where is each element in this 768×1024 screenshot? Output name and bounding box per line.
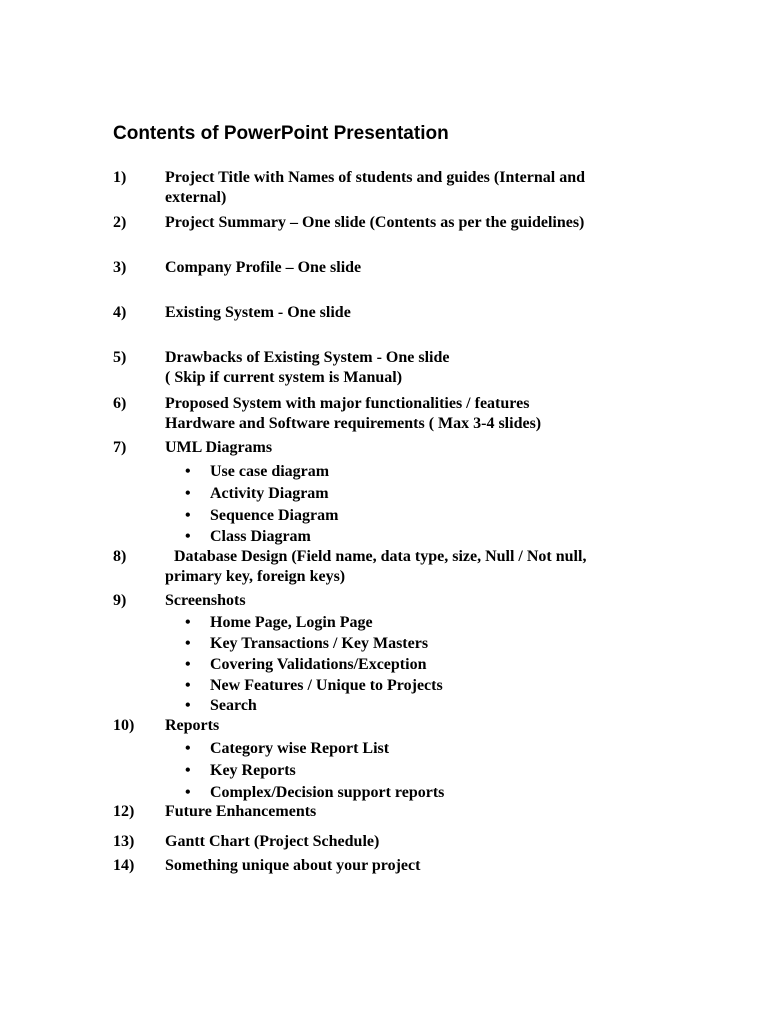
bullet-icon: • — [185, 507, 191, 524]
item-text — [165, 591, 645, 611]
item-text — [165, 716, 645, 736]
bullet-icon: • — [185, 762, 191, 779]
bullet-icon: • — [185, 485, 191, 502]
item-line: Hardware and Software requirements ( Max 3-4 slides) — [165, 415, 542, 432]
bullet-icon: • — [185, 635, 191, 652]
bullet-item — [165, 461, 338, 483]
item-text — [165, 394, 645, 434]
item-text — [165, 802, 645, 822]
bullet-item — [165, 738, 444, 760]
uml-bullet-list — [113, 461, 339, 547]
bullet-text: Use case diagram — [210, 463, 330, 480]
item-text — [165, 547, 645, 587]
item-number: 8) — [113, 548, 127, 565]
bullet-item — [165, 782, 444, 804]
bullet-item — [165, 675, 443, 696]
bullet-text: New Features / Unique to Projects — [210, 677, 443, 694]
bullet-icon: • — [185, 784, 191, 801]
item-text — [165, 438, 645, 458]
item-line: ( Skip if current system is Manual) — [165, 369, 403, 386]
bullet-icon: • — [185, 740, 191, 757]
item-number: 13) — [113, 833, 135, 850]
item-line: Company Profile – One slide — [165, 259, 362, 276]
bullet-icon: • — [185, 656, 191, 673]
bullet-text: Complex/Decision support reports — [210, 784, 445, 801]
bullet-text: Covering Validations/Exception — [210, 656, 427, 673]
item-text — [165, 168, 645, 208]
item-line: Existing System - One slide — [165, 304, 351, 321]
page-title: Contents of PowerPoint Presentation — [113, 123, 449, 144]
bullet-text: Activity Diagram — [210, 485, 329, 502]
item-line: Project Summary – One slide (Contents as per the guidelines) — [165, 214, 585, 231]
item-number: 1) — [113, 169, 127, 186]
bullet-item — [165, 760, 444, 782]
item-number: 10) — [113, 717, 135, 734]
bullet-icon: • — [185, 677, 191, 694]
item-line: Gantt Chart (Project Schedule) — [165, 833, 380, 850]
bullet-item — [165, 654, 443, 675]
item-number: 12) — [113, 803, 135, 820]
item-number: 14) — [113, 857, 135, 874]
item-number: 9) — [113, 592, 127, 609]
item-line: Reports — [165, 717, 220, 734]
item-line: Something unique about your project — [165, 857, 421, 874]
bullet-item — [165, 483, 338, 505]
item-number: 5) — [113, 349, 127, 366]
bullet-text: Key Reports — [210, 762, 296, 779]
item-line: Database Design (Field name, data type, size, Null / Not null, — [174, 548, 587, 565]
item-number: 2) — [113, 214, 127, 231]
item-line: Proposed System with major functionalities / features — [165, 395, 530, 412]
bullet-item — [165, 696, 443, 716]
bullet-text: Sequence Diagram — [210, 507, 339, 524]
item-text — [165, 258, 645, 278]
item-line: external) — [165, 189, 227, 206]
item-number: 6) — [113, 395, 127, 412]
item-line: primary key, foreign keys) — [165, 568, 346, 585]
item-number: 7) — [113, 439, 127, 456]
bullet-item — [165, 612, 443, 633]
screenshots-bullet-list — [113, 612, 443, 716]
item-line: Screenshots — [165, 592, 246, 609]
item-text — [165, 348, 645, 388]
bullet-item — [165, 505, 338, 527]
item-text — [165, 856, 645, 876]
reports-bullet-list — [113, 738, 445, 804]
item-line: Drawbacks of Existing System - One slide — [165, 349, 450, 366]
bullet-text: Category wise Report List — [210, 740, 390, 757]
item-text — [165, 213, 645, 233]
item-line: Project Title with Names of students and guides (Internal and — [165, 169, 586, 186]
bullet-icon: • — [185, 697, 191, 714]
bullet-item — [165, 633, 443, 654]
bullet-text: Key Transactions / Key Masters — [210, 635, 429, 652]
bullet-icon: • — [185, 528, 191, 545]
item-number: 4) — [113, 304, 127, 321]
item-number: 3) — [113, 259, 127, 276]
item-text — [165, 832, 645, 852]
item-text — [165, 303, 645, 323]
bullet-text: Search — [210, 697, 257, 714]
bullet-text: Class Diagram — [210, 528, 311, 545]
bullet-icon: • — [185, 463, 191, 480]
item-line: UML Diagrams — [165, 439, 273, 456]
item-line: Future Enhancements — [165, 803, 317, 820]
bullet-icon: • — [185, 614, 191, 631]
bullet-item — [165, 527, 338, 547]
bullet-text: Home Page, Login Page — [210, 614, 373, 631]
